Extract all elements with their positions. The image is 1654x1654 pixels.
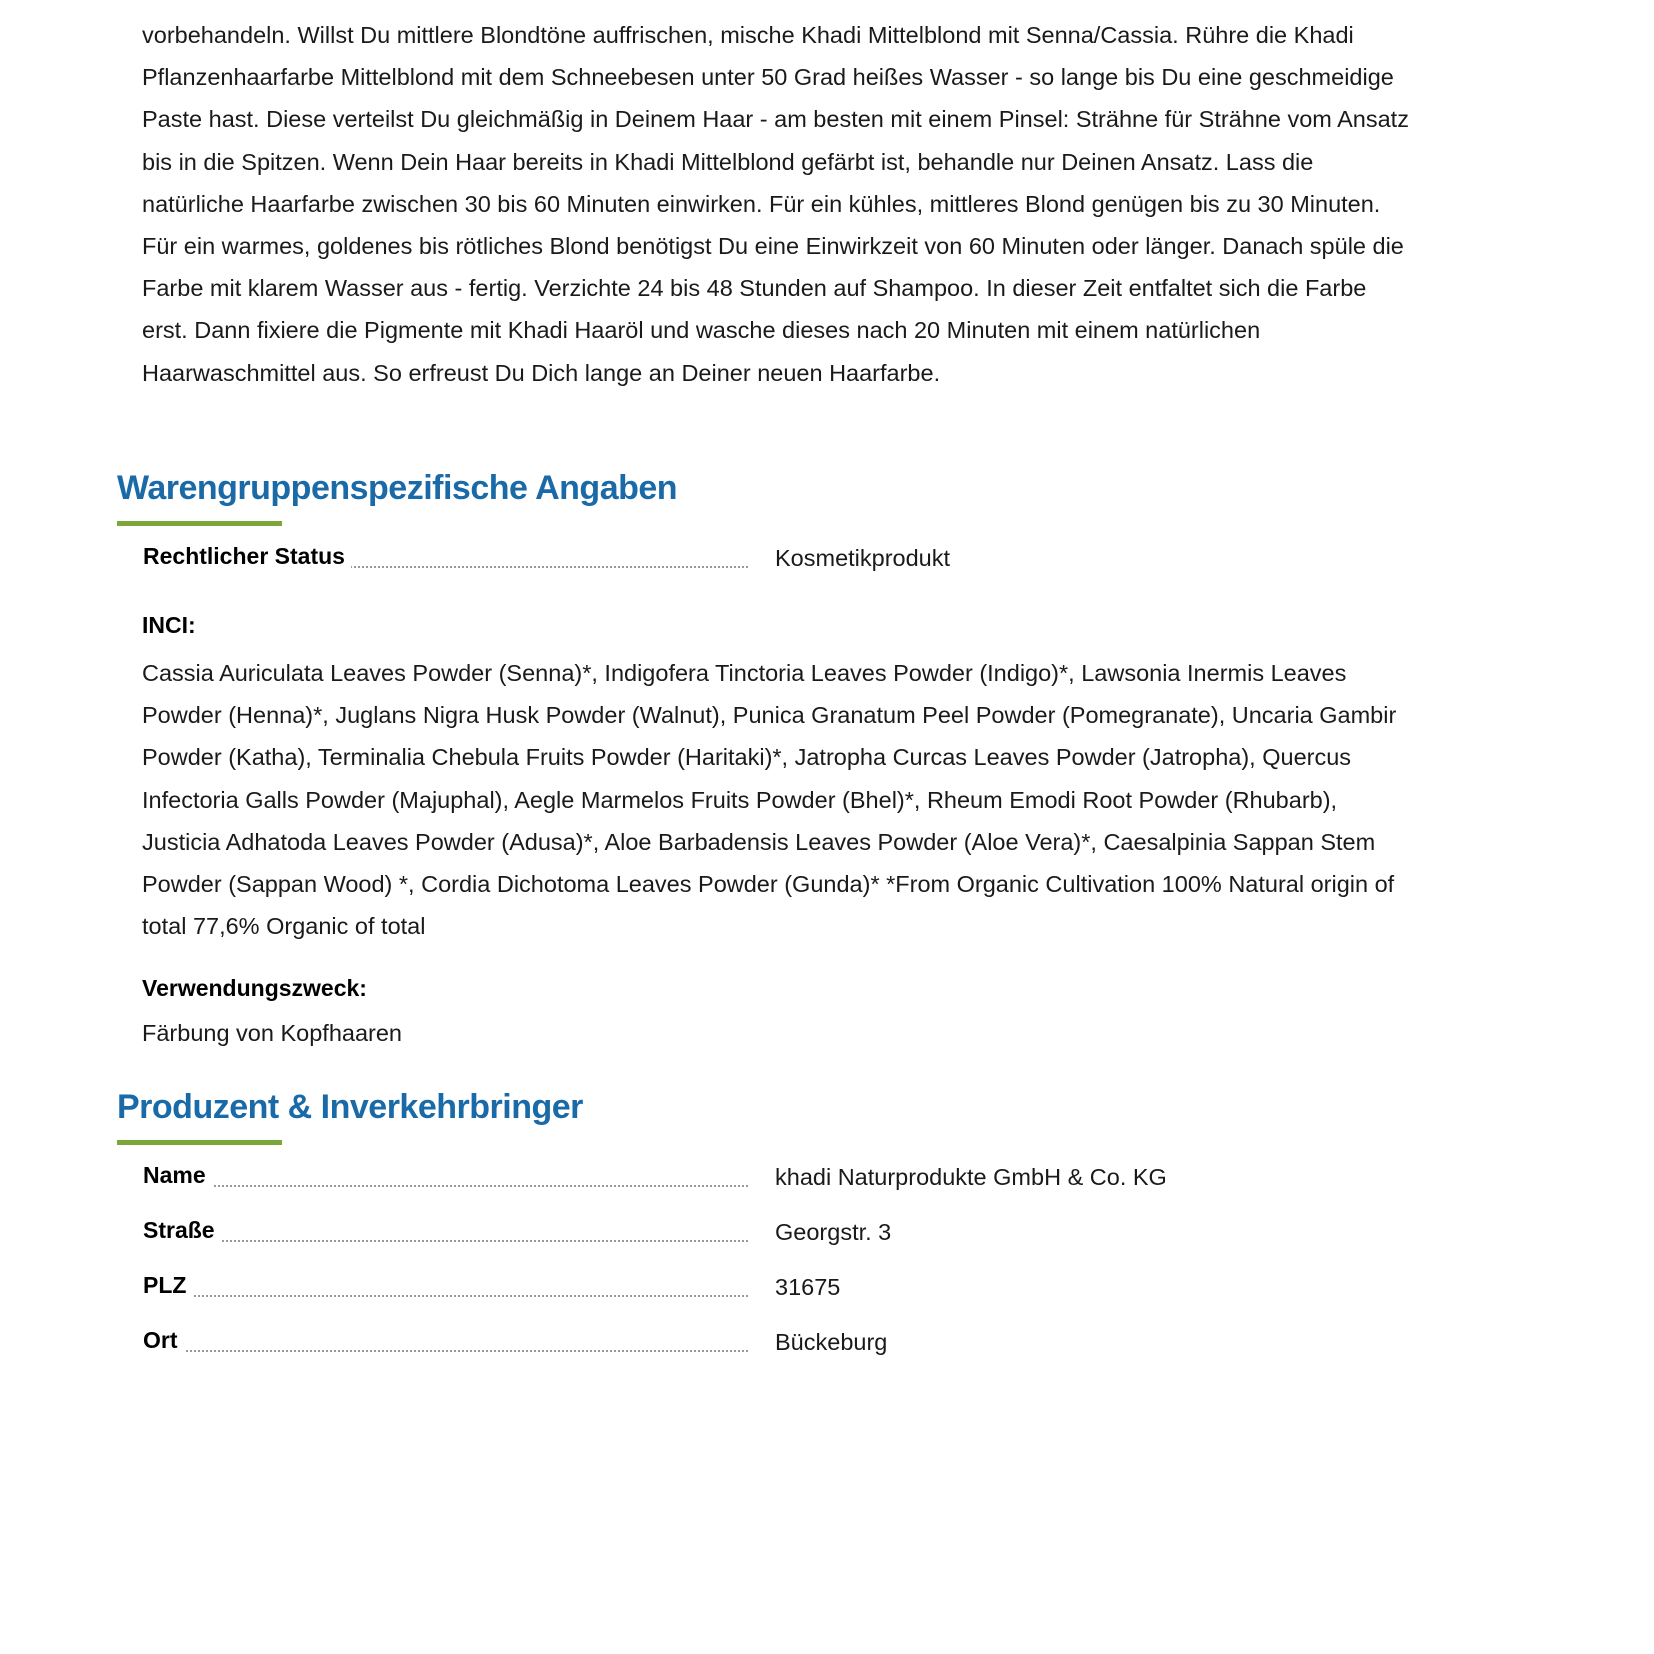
inci-text: Cassia Auriculata Leaves Powder (Senna)*, Indigofera Tinctoria Leaves Powder (Indigo)*, Lawsonia Inermis Leaves Powder (Henna)*, Juglans Nigra Husk Powder (Walnut), Punica Granatum Peel Powder (Pomegranate), Uncaria Gambir Powder (Katha), Terminalia Chebula Fruits Powder (Haritaki)*, Jatropha Curcas Leaves Powder (Jatropha), Quercus Infectoria Galls Powder (Majuphal), Aegle Marmelos Fruits Powder (Bhel)*, Rheum Emodi Root Powder (Rhubarb), Justicia Adhatoda Leaves Powder (Adusa)*, Aloe Barbadensis Leaves Powder (Aloe Vera)*, Caesalpinia Sappan Stem Powder (Sappan Wood) *, Cordia Dichotoma Leaves Powder (Gunda)* *From Organic Cultivation 100% Natural origin of total 77,6% Organic of total (142, 660, 1397, 940)
dotted-leader (143, 1350, 748, 1352)
row-ort (143, 1327, 1243, 1361)
heading-underline-produzent (117, 1140, 282, 1145)
value-strasse: Georgstr. 3 (775, 1219, 892, 1245)
dotted-leader (143, 1240, 748, 1242)
heading-underline-warengruppe (117, 521, 282, 526)
verwendungszweck-text: Färbung von Kopfhaaren (142, 1020, 402, 1046)
label-plz: PLZ (143, 1272, 192, 1299)
dotted-leader (143, 1295, 748, 1297)
label-strasse: Straße (143, 1217, 221, 1244)
dotted-leader (143, 1185, 748, 1187)
row-name (143, 1162, 1243, 1196)
intro-paragraph: vorbehandeln. Willst Du mittlere Blondtöne auffrischen, mische Khadi Mittelblond mit Senna/Cassia. Rühre die Khadi Pflanzenhaarfarbe Mittelblond mit dem Schneebesen unter 50 Grad heißes Wasser - so lange bis Du eine geschmeidige Paste hast. Diese verteilst Du gleichmäßig in Deinem Haar - am besten mit einem Pinsel: Strähne für Strähne vom Ansatz bis in die Spitzen. Wenn Dein Haar bereits in Khadi Mittelblond gefärbt ist, behandle nur Deinen Ansatz. Lass die natürliche Haarfarbe zwischen 30 bis 60 Minuten einwirken. Für ein kühles, mittleres Blond genügen bis zu 30 Minuten. Für ein warmes, goldenes bis rötliches Blond benötigst Du eine Einwirkzeit von 60 Minuten oder länger. Danach spüle die Farbe mit klarem Wasser aus - fertig. Verzichte 24 bis 48 Stunden auf Shampoo. In dieser Zeit entfaltet sich die Farbe erst. Dann fixiere die Pigmente mit Khadi Haaröl und wasche dieses nach 20 Minuten mit einem natürlichen Haarwaschmittel aus. So erfreust Du Dich lange an Deiner neuen Haarfarbe. (142, 22, 1409, 386)
label-rechtlicher-status: Rechtlicher Status (143, 543, 351, 570)
section-heading-warengruppe: Warengruppenspezifische Angaben (117, 469, 678, 507)
value-plz: 31675 (775, 1274, 841, 1300)
value-rechtlicher-status: Kosmetikprodukt (775, 545, 951, 571)
row-strasse (143, 1217, 1243, 1251)
label-inci: INCI: (142, 612, 196, 638)
value-name: khadi Naturprodukte GmbH & Co. KG (775, 1164, 1167, 1190)
row-rechtlicher-status (143, 543, 1243, 577)
value-ort: Bückeburg (775, 1329, 888, 1355)
label-name: Name (143, 1162, 212, 1189)
row-plz (143, 1272, 1243, 1306)
label-ort: Ort (143, 1327, 184, 1354)
section-heading-produzent: Produzent & Inverkehrbringer (117, 1088, 583, 1126)
label-verwendungszweck: Verwendungszweck: (142, 975, 367, 1001)
